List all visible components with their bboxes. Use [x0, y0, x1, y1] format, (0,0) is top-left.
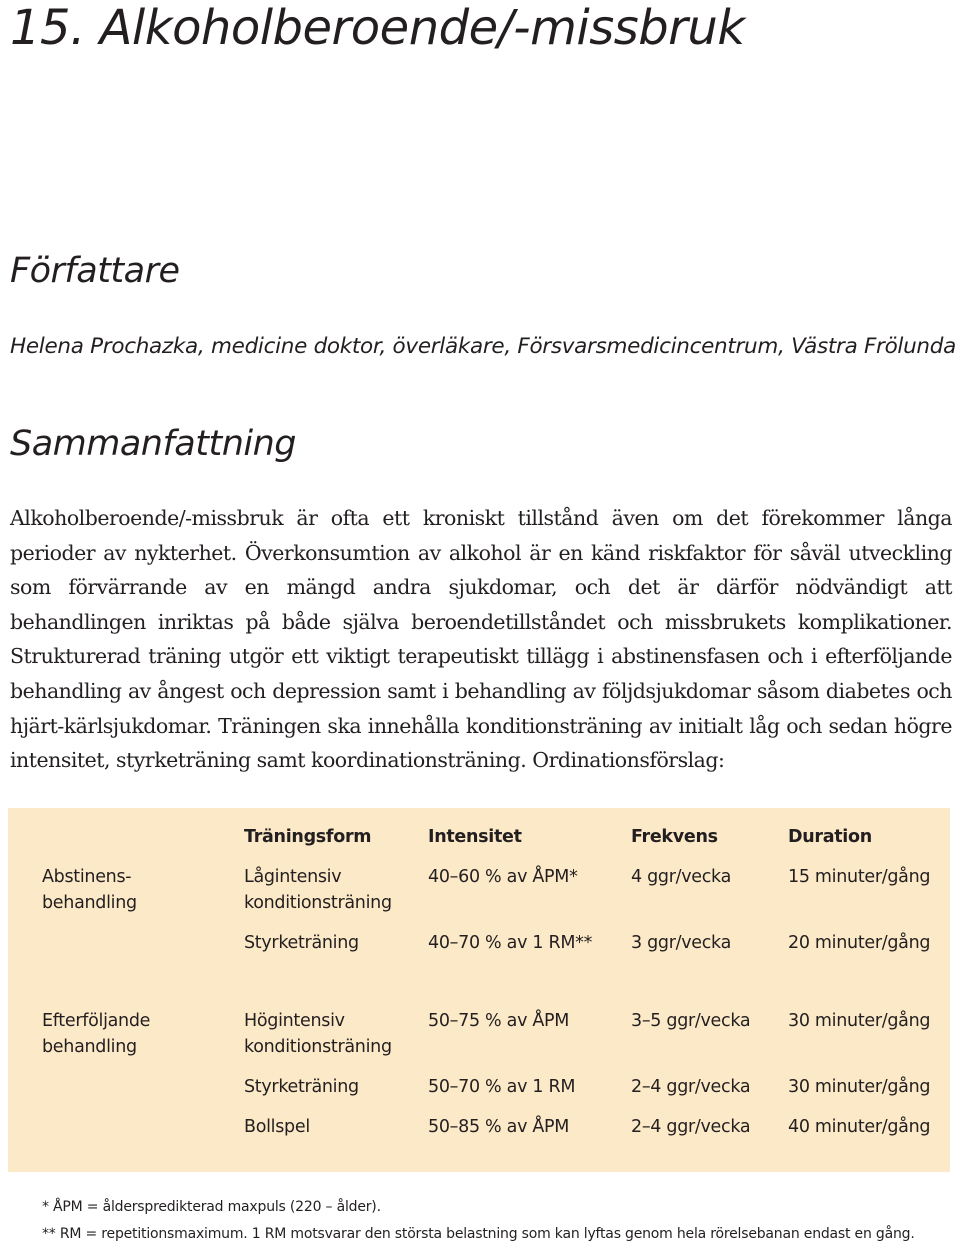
frequency: 3–5 ggr/vecka — [631, 1011, 751, 1031]
frequency: 4 ggr/vecka — [631, 867, 731, 887]
duration: 15 minuter/gång — [788, 867, 931, 887]
training-form: Lågintensiv — [244, 867, 342, 887]
training-form: Högintensiv — [244, 1011, 345, 1031]
summary-text: Alkoholberoende/-missbruk är ofta ett kroniskt tillstånd även om det förekommer långa perioder av nykterhet. Överkonsumtion av alkohol är en känd riskfaktor för såväl utveckling som förvärrande av en mängd andra sjukdomar, och det är därför nödvändigt att behandlingen inriktas på både själva beroendetillståndet och missbrukets komplikationer. Strukturerad träning utgör ett viktigt terapeutiskt tillägg i abstinensfasen och i efterföljande behandling av ångest och depression samt i behandling av följdsjukdomar såsom diabetes och hjärt-kärlsjukdomar. Träningen ska innehålla konditionsträning av initialt låg och sedan högre intensitet, styrketräning samt koordinationsträning. Ordinationsförslag: — [10, 506, 952, 773]
footnote-apm: * ÅPM = ålderspredikterad maxpuls (220 – ålder). — [42, 1199, 381, 1215]
training-form: konditionsträning — [244, 1037, 392, 1057]
table-header-intensity: Intensitet — [428, 827, 522, 847]
group-label: Abstinens- — [42, 867, 132, 887]
intensity: 50–70 % av 1 RM — [428, 1077, 576, 1097]
group-label: behandling — [42, 893, 137, 913]
frequency: 2–4 ggr/vecka — [631, 1117, 751, 1137]
duration: 30 minuter/gång — [788, 1077, 931, 1097]
table-header-duration: Duration — [788, 827, 872, 847]
intensity: 40–60 % av ÅPM* — [428, 867, 578, 887]
intensity: 40–70 % av 1 RM** — [428, 933, 593, 953]
chapter-title: 15. Alkoholberoende/-missbruk — [10, 0, 745, 56]
training-form: konditionsträning — [244, 893, 392, 913]
frequency: 3 ggr/vecka — [631, 933, 731, 953]
duration: 40 minuter/gång — [788, 1117, 931, 1137]
table-header-frequency: Frekvens — [631, 827, 718, 847]
training-form: Styrketräning — [244, 933, 359, 953]
training-form: Styrketräning — [244, 1077, 359, 1097]
training-form: Bollspel — [244, 1117, 310, 1137]
table-header-training-form: Träningsform — [244, 827, 372, 847]
group-label: behandling — [42, 1037, 137, 1057]
frequency: 2–4 ggr/vecka — [631, 1077, 751, 1097]
intensity: 50–85 % av ÅPM — [428, 1117, 570, 1137]
prescription-table — [8, 808, 950, 1172]
author-heading: Författare — [10, 251, 180, 291]
intensity: 50–75 % av ÅPM — [428, 1011, 570, 1031]
duration: 30 minuter/gång — [788, 1011, 931, 1031]
author-line: Helena Prochazka, medicine doktor, överläkare, Försvarsmedicincentrum, Västra Frölunda — [10, 334, 956, 359]
group-label: Efterföljande — [42, 1011, 151, 1031]
summary-heading: Sammanfattning — [10, 424, 297, 464]
duration: 20 minuter/gång — [788, 933, 931, 953]
footnote-rm: ** RM = repetitionsmaximum. 1 RM motsvarar den största belastning som kan lyftas genom hela rörelsebanan endast en gång. — [42, 1226, 915, 1242]
